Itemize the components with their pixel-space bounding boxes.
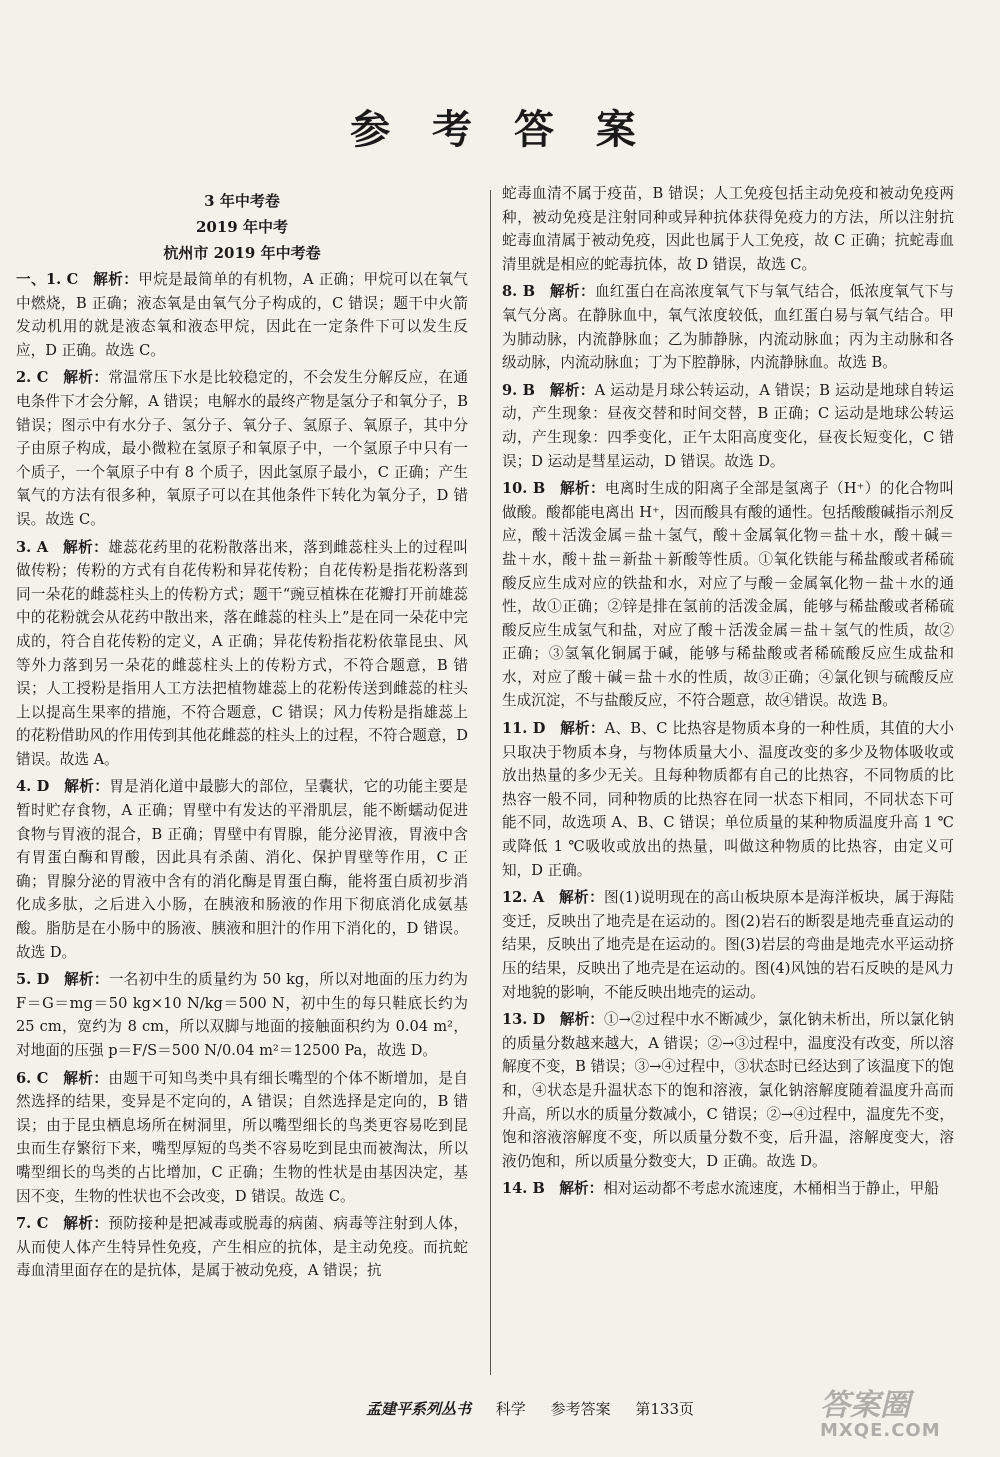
answer-text: 相对运动都不考虑水流速度，木桶相当于静止，甲船 — [603, 1180, 939, 1198]
watermark-logo-text: 答案圈 — [820, 1388, 910, 1423]
answer-text: 图(1)说明现在的高山板块原本是海洋板块，属于海陆变迁，反映出了地壳是在运动的。图(2)岩石的断裂是地壳垂直运动的结果，反映出了地壳是在运动的。图(3)岩层的弯曲是地壳水平运动挤压的结果，反映出了地壳是在运动的。图(4)风蚀的岩石反映的是风力对地貌的影响，不能反映出地壳的运动。 — [502, 889, 954, 1001]
analysis-label: 解析： — [559, 1180, 604, 1198]
analysis-label: 解析： — [549, 283, 595, 301]
answer-item — [502, 379, 954, 473]
series-name: 孟建平系列丛书 — [365, 1400, 471, 1418]
answer-text: 由题干可知鸟类中具有细长嘴型的个体不断增加，是自然选择的结果，变异是不定向的，A 错误；自然选择是定向的，B 错误；由于昆虫栖息场所在树洞里，所以嘴型细长的鸟类更容易吃到昆虫而生存繁衍下来，嘴型厚短的鸟类不容易吃到昆虫而被淘汰，所以嘴型细长的鸟类的占比增加，C 正确；生物的性状是由基因决定，基因不变，生物的性状也不会改变，D 错误。故选 C。 — [16, 1069, 468, 1205]
heading-exam-paper: 杭州市 2019 年中考卷 — [163, 244, 321, 262]
section-headings — [16, 188, 468, 266]
answer-number: 10. B — [502, 480, 546, 498]
answer-item — [16, 366, 468, 531]
analysis-label: 解析： — [558, 889, 605, 907]
heading-exam-series: 3 年中考卷 — [204, 192, 280, 210]
answer-number: 3. A — [16, 538, 49, 556]
answer-number: 11. D — [502, 720, 546, 738]
answer-paragraph — [16, 968, 468, 1062]
answer-item — [502, 477, 954, 713]
answer-item — [502, 886, 954, 1004]
answer-paragraph — [502, 280, 954, 374]
answer-number: 13. D — [502, 1011, 546, 1029]
answer-paragraph — [502, 1177, 954, 1201]
answer-paragraph — [502, 477, 954, 713]
answer-item — [502, 280, 954, 374]
answer-number: 8. B — [502, 283, 536, 301]
answer-text: 电离时生成的阳离子全部是氢离子（H⁺）的化合物叫做酸。酸都能电离出 H⁺，因而酸具有酸的通性。包括酸酸碱指示剂反应，酸＋活泼金属＝盐＋氢气，酸＋金属氧化物＝盐＋水，酸＋碱＝盐＋水，酸＋盐＝新盐＋新酸等性质。①氧化铁能与稀盐酸或者稀硫酸反应生成对应的铁盐和水，对应了与酸－金属氧化物－盐＋水的通性，故①正确；②锌是排在氢前的活泼金属，能够与稀盐酸或者稀硫酸反应生成氢气和盐，对应了酸＋活泼金属＝盐＋氢气的性质，故②正确；③氢氧化铜属于碱，能够与稀盐酸或者稀硫酸反应生成盐和水，对应了酸＋碱＝盐＋水的性质，故③正确；④氯化钡与硫酸反应生成沉淀，不与盐酸反应，不符合题意，故④错误。故选 B。 — [502, 480, 954, 710]
left-column — [16, 188, 468, 1287]
subject-label: 科学 — [495, 1400, 526, 1418]
answer-paragraph — [16, 366, 468, 531]
answer-paragraph — [16, 268, 468, 362]
watermark-url: MXQE.COM — [820, 1420, 941, 1441]
answer-text: 甲烷是最简单的有机物，A 正确；甲烷可以在氧气中燃烧，B 正确；液态氧是由氧气分子构成的，C 错误；题干中火箭发动机用的就是液态氧和液态甲烷，因此在一定条件下可以发生反应，D 正确。故选 C。 — [16, 271, 468, 359]
analysis-label: 解析： — [92, 271, 139, 288]
answer-number: 2. C — [16, 369, 49, 387]
answer-text: ①→②过程中水不断减少，氯化钠未析出，所以氯化钠的质量分数越来越大，A 错误；②→③过程中，温度没有改变，所以溶解度不变，B 错误；③→④过程中，③状态时已经达到了该温度下的饱和，④状态是升温状态下的饱和溶液，氯化钠溶解度随着温度升高而升高，所以水的质量分数减小，C 错误；②→④过程中，温度先不变，饱和溶液溶解度不变，所以质量分数不变，后升温，溶解度变大，溶液仍饱和，所以质量分数变大，D 正确。故选 D。 — [502, 1011, 954, 1170]
analysis-label: 解析： — [62, 1069, 109, 1087]
answer-item — [16, 775, 468, 964]
answer-item — [502, 1008, 954, 1173]
answer-number: 6. C — [16, 1069, 49, 1087]
answer-paragraph — [502, 886, 954, 1004]
page-title: 参 考 答 案 — [350, 106, 650, 153]
answer-list-right — [502, 182, 954, 1201]
answer-number: 9. B — [502, 381, 535, 399]
answer-text: A、B、C 比热容是物质本身的一种性质，其值的大小只取决于物质本身，与物体质量大小、温度改变的多少及物体吸收或放出热量的多少无关。且每种物质都有自己的比热容，不同物质的比热容一般不同，同种物质的比热容在同一状态下相同，不同状态下可能不同，故选项 A、B、C 错误；单位质量的某种物质温度升高 1 ℃或降低 1 ℃吸收或放出的热量，叫做这种物质的比热容，由定义可知，D 正确。 — [502, 720, 954, 879]
answer-text: 胃是消化道中最膨大的部位，呈囊状，它的功能主要是暂时贮存食物，A 正确；胃壁中有发达的平滑肌层，能不断蠕动促进食物与胃液的混合，B 正确；胃壁中有胃腺，能分泌胃液，胃液中含有胃蛋白酶和胃酸，因此具有杀菌、消化、保护胃壁等作用，C 正确；胃腺分泌的胃液中含有的消化酶是胃蛋白酶，能将蛋白质初步消化成多肽，之后进入小肠，在胰液和肠液的作用下彻底消化成氨基酸。脂肪是在小肠中的肠液、胰液和胆汁的作用下消化的，D 错误。故选 D。 — [16, 778, 468, 961]
answer-paragraph — [502, 717, 954, 882]
analysis-label: 解析： — [549, 381, 595, 399]
answer-text: 雄蕊花药里的花粉散落出来，落到雌蕊柱头上的过程叫做传粉；传粉的方式有自花传粉和异花传粉；自花传粉是指花粉落到同一朵花的雌蕊柱头上的传粉方式；题干“豌豆植株在花瓣打开前雄蕊中的花粉就会从花药中散出来，落在雌蕊的柱头上”是在同一朵花中完成的，符合自花传粉的定义，A 正确；异花传粉指花粉依靠昆虫、风等外力落到另一朵花的雌蕊柱头上的传粉方式，不符合题意，B 错误；人工授粉是指用人工方法把植物雄蕊上的花粉传送到雌蕊的柱头上以提高生果率的措施，不符合题意，C 错误；风力传粉是指雄蕊上的花粉借助风的作用传到其他花雌蕊的柱头上的过程，不符合题意，D 错误。故选 A。 — [16, 538, 468, 768]
answer-number: 一、1. C — [16, 271, 79, 288]
answer-number: 4. D — [16, 778, 50, 796]
answer-number: 7. C — [16, 1215, 49, 1233]
answer-paragraph — [502, 379, 954, 473]
answer-item — [502, 182, 954, 276]
answer-item — [502, 717, 954, 882]
answer-item — [16, 536, 468, 772]
answer-paragraph — [16, 1067, 468, 1209]
answer-text: A 运动是月球公转运动，A 错误；B 运动是地球自转运动，产生现象：昼夜交替和时间交替，B 正确；C 运动是地球公转运动，产生现象：四季变化，正午太阳高度变化，昼夜长短变化，C 错误；D 运动是彗星运动，D 错误。故选 D。 — [502, 381, 954, 470]
analysis-label: 解析： — [63, 778, 110, 796]
analysis-label: 解析： — [62, 538, 109, 556]
answer-number: 14. B — [502, 1180, 545, 1198]
watermark-logo — [820, 1380, 990, 1450]
page-number: 第133页 — [635, 1400, 695, 1418]
analysis-label: 解析： — [559, 720, 605, 738]
answer-paragraph — [502, 182, 954, 276]
analysis-label: 解析： — [62, 1215, 109, 1233]
section-label: 参考答案 — [550, 1400, 611, 1418]
answer-paragraph — [16, 536, 468, 772]
analysis-label: 解析： — [63, 971, 109, 989]
analysis-label: 解析： — [62, 369, 109, 387]
answer-list-left — [16, 268, 468, 1283]
answer-item — [502, 1177, 954, 1201]
answer-paragraph — [502, 1008, 954, 1173]
analysis-label: 解析： — [559, 480, 605, 498]
column-divider — [490, 190, 491, 1375]
answer-text: 预防接种是把减毒或脱毒的病菌、病毒等注射到人体，从而使人体产生特异性免疫，产生相应的抗体，是主动免疫。而抗蛇毒血清里面存在的是抗体，是属于被动免疫，A 错误；抗 — [16, 1215, 468, 1280]
answer-text: 血红蛋白在高浓度氧气下与氧气结合，低浓度氧气下与氧气分离。在静脉血中，氧气浓度较低，血红蛋白易与氧气结合。甲为肺动脉，内流静脉血；乙为肺静脉，内流动脉血；丙为主动脉和各级动脉，内流动脉血；丁为下腔静脉，内流静脉血。故选 B。 — [502, 283, 954, 372]
answer-item — [16, 1212, 468, 1283]
analysis-label: 解析： — [559, 1011, 604, 1029]
answer-text: 一名初中生的质量约为 50 kg，所以对地面的压力约为 F＝G＝mg＝50 kg×10 N/kg＝500 N，初中生的每只鞋底长约为 25 cm，宽约为 8 cm，所以双脚与地面的接触面积约为 0.04 m²，对地面的压强 p＝F/S＝500 N/0.04 m²＝12500 Pa，故选 D。 — [16, 971, 468, 1059]
answer-item — [16, 268, 468, 362]
answer-text: 常温常压下水是比较稳定的，不会发生分解反应，在通电条件下才会分解，A 错误；电解水的最终产物是氢分子和氧分子，B 错误；图示中有水分子、氢分子、氧分子、氢原子、氧原子，其中分子由原子构成，最小微粒在氢原子和氧原子中，一个氢原子中只有一个质子，一个氧原子中有 8 个质子，因此氢原子最小，C 正确；产生氧气的方法有很多种，氧原子可以在其他条件下转化为氧分子，D 错误。故选 C。 — [16, 369, 468, 528]
heading-year: 2019 年中考 — [196, 218, 288, 236]
answer-number: 12. A — [502, 889, 545, 907]
answer-number: 5. D — [16, 971, 50, 989]
answer-paragraph — [16, 775, 468, 964]
answer-item — [16, 968, 468, 1062]
answer-item — [16, 1067, 468, 1209]
page-footer — [300, 1398, 760, 1419]
right-column — [502, 182, 954, 1205]
answer-paragraph — [16, 1212, 468, 1283]
answer-text: 蛇毒血清不属于疫苗，B 错误；人工免疫包括主动免疫和被动免疫两种，被动免疫是注射同种或异种抗体获得免疫力的方法，所以注射抗蛇毒血清属于被动免疫，因此也属于人工免疫，故 C 正确；抗蛇毒血清里就是相应的蛇毒抗体，故 D 错误，故选 C。 — [502, 185, 954, 273]
